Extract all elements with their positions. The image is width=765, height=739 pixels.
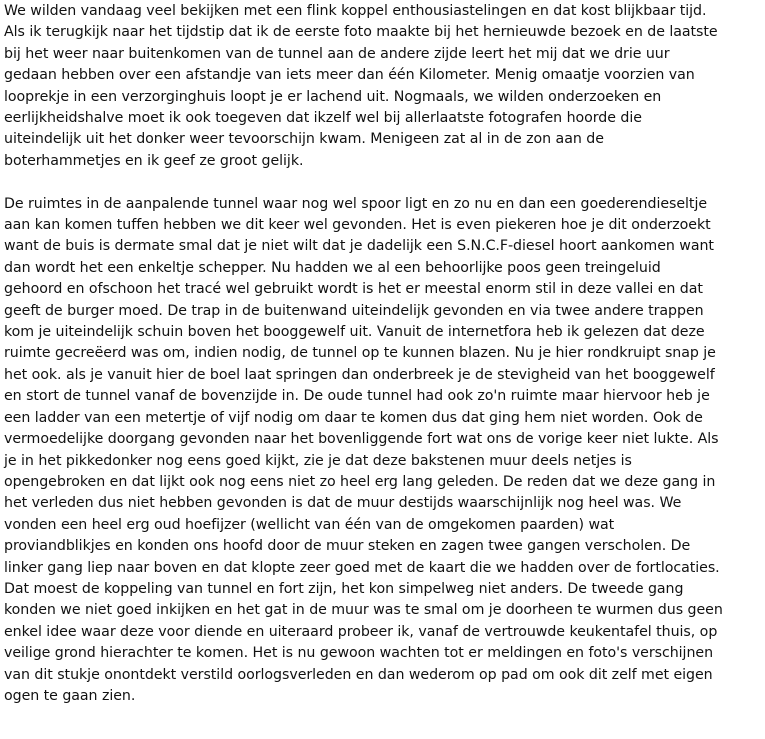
text-line: vonden een heel erg oud hoefijzer (wellicht van één van de omgekomen paarden) wat xyxy=(4,516,615,533)
text-line: en stort de tunnel vanaf de bovenzijde in. De oude tunnel had ook zo'n ruimte maar hiervoor heb je xyxy=(4,388,710,405)
text-line: dan wordt het een enkeltje schepper. Nu hadden we al een behoorlijke poos geen treingeluid xyxy=(4,259,661,276)
text-line: ruimte gecreëerd was om, indien nodig, de tunnel op te kunnen blazen. Nu je hier rondkruipt snap je xyxy=(4,345,716,362)
text-line: vermoedelijke doorgang gevonden naar het bovenliggende fort wat ons de vorige keer niet lukte. Als xyxy=(4,431,719,448)
text-line: looprekje in een verzorginghuis loopt je er lachend uit. Nogmaals, we wilden onderzoeken en xyxy=(4,88,662,105)
paragraph-2 xyxy=(4,194,764,708)
text-line: konden we niet goed inkijken en het gat in de muur was te smal om je doorheen te wurmen dus geen xyxy=(4,602,723,619)
text-line: Dat moest de koppeling van tunnel en fort zijn, het kon simpelweg niet anders. De tweede gang xyxy=(4,580,684,597)
text-line: van dit stukje onontdekt verstild oorlogsverleden en dan wederom op pad om ook dit zelf met eigen xyxy=(4,666,713,683)
text-line: eerlijkheidshalve moet ik ook toegeven dat ikzelf wel bij allerlaatste fotografen hoorde die xyxy=(4,110,642,127)
text-line: gehoord en ofschoon het tracé wel gebruikt wordt is het er meestal enorm stil in deze vallei en dat xyxy=(4,281,703,298)
text-line: De ruimtes in de aanpalende tunnel waar nog wel spoor ligt en zo nu en dan een goederendieseltje xyxy=(4,195,708,212)
text-line: een ladder van een metertje of vijf nodig om daar te komen dus dat ging hem niet worden. Ook de xyxy=(4,409,703,426)
paragraph-1 xyxy=(4,1,764,172)
text-line: enkel idee waar deze voor diende en uiteraard probeer ik, vanaf de vertrouwde keukentafel thuis, op xyxy=(4,623,718,640)
text-line: uiteindelijk uit het donker weer tevoorschijn kwam. Menigeen zat al in de zon aan de xyxy=(4,131,604,148)
text-line: gedaan hebben over een afstandje van iets meer dan één Kilometer. Menig omaatje voorzien van xyxy=(4,67,695,84)
text-line: je in het pikkedonker nog eens goed kijkt, zie je dat deze bakstenen muur deels netjes is xyxy=(4,452,632,469)
text-line: geeft de burger moed. De trap in de buitenwand uiteindelijk gevonden en via twee andere trappen xyxy=(4,302,704,319)
text-line: proviandblikjes en konden ons hoofd door de muur steken en zagen twee gangen verscholen. De xyxy=(4,538,691,555)
text-line: het ook. als je vanuit hier de boel laat springen dan onderbreek je de stevigheid van het booggewelf xyxy=(4,366,715,383)
text-line: opengebroken en dat lijkt ook nog eens niet zo heel erg lang geleden. De reden dat we deze gang in xyxy=(4,473,716,490)
text-line: veilige grond hierachter te komen. Het is nu gewoon wachten tot er meldingen en foto's verschijnen xyxy=(4,645,714,662)
text-line: ogen te gaan zien. xyxy=(4,687,136,704)
text-line: aan kan komen tuffen hebben we dit keer wel gevonden. Het is even piekeren hoe je dit onderzoekt xyxy=(4,217,711,234)
text-line: want de buis is dermate smal dat je niet wilt dat je dadelijk een S.N.C.F-diesel hoort aankomen want xyxy=(4,238,714,255)
text-line: We wilden vandaag veel bekijken met een flink koppel enthousiastelingen en dat kost blijkbaar tijd. xyxy=(4,3,707,19)
text-line: het verleden dus niet hebben gevonden is dat de muur destijds waarschijnlijk nog heel was. We xyxy=(4,495,682,512)
document-body xyxy=(4,1,764,707)
text-line: kom je uiteindelijk schuin boven het booggewelf uit. Vanuit de internetfora heb ik gelezen dat deze xyxy=(4,324,705,341)
text-line: boterhammetjes en ik geef ze groot gelijk. xyxy=(4,152,304,169)
text-line: Als ik terugkijk naar het tijdstip dat ik de eerste foto maakte bij het hernieuwde bezoek en de laatste xyxy=(4,24,718,41)
text-line: bij het weer naar buitenkomen van de tunnel aan de andere zijde leert het mij dat we drie uur xyxy=(4,45,670,62)
text-line: linker gang liep naar boven en dat klopte zeer goed met de kaart die we hadden over de fortlocaties. xyxy=(4,559,720,576)
